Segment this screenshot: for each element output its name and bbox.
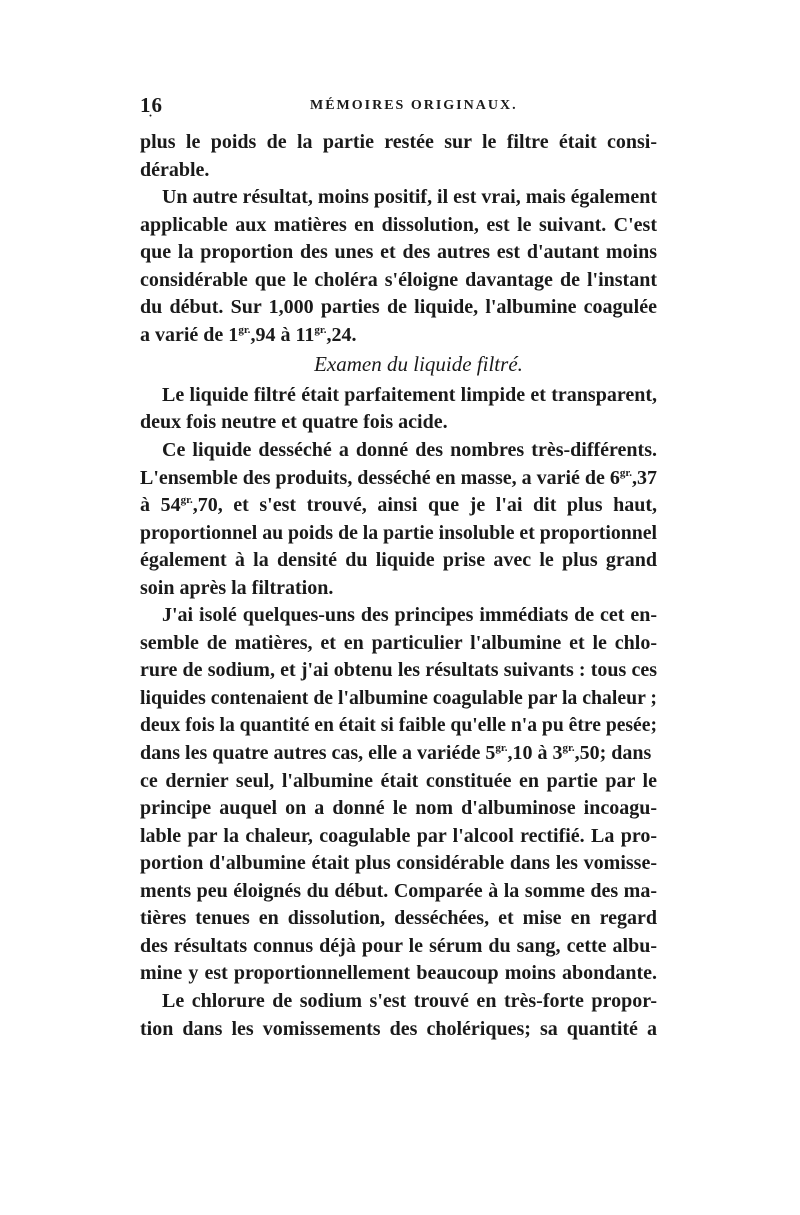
text-line: Ce liquide desséché a donné des nombres très-différents. [162, 439, 657, 462]
text-line: également à la densité du liquide prise avec le plus grand [140, 549, 657, 572]
text-line: que la proportion des unes et des autres est d'autant moins [140, 241, 657, 264]
text-line: plus le poids de la partie restée sur le filtre était consi- [140, 131, 657, 153]
text-line: proportionnel au poids de la partie insoluble et proportionnel [140, 521, 657, 544]
text-line: du début. Sur 1,000 parties de liquide, l'albumine coagulée [140, 296, 657, 319]
text-line: deux fois neutre et quatre fois acide. [140, 411, 448, 434]
text-line: mine y est proportionnellement beaucoup moins abondante. [140, 962, 657, 985]
text-line: ments peu éloignés du début. Comparée à la somme des ma- [140, 879, 657, 902]
text-line: rure de sodium, et j'ai obtenu les résultats suivants : tous ces [140, 659, 657, 682]
text-line: L'ensemble des produits, desséché en masse, a varié de $6^{gr.},37$ [140, 466, 658, 489]
text-line: deux fois la quantité en était si faible qu'elle n'a pu être pesée; [140, 714, 657, 737]
text-line: a varié de $1^{gr.},94$ à $11^{gr.},24$. [140, 323, 357, 346]
text-line: applicable aux matières en dissolution, est le suivant. C'est [140, 213, 657, 236]
text-line: des résultats connus déjà pour le sérum du sang, cette albu- [140, 934, 657, 957]
body-text [140, 129, 657, 1043]
text-line: semble de matières, et en particulier l'albumine et le chlo- [140, 631, 657, 654]
text-line: dérable. [140, 158, 210, 181]
text-line: Le chlorure de sodium s'est trouvé en très-forte propor- [162, 989, 657, 1012]
page-number: 1ׅ6 [140, 93, 163, 117]
text-line: à $54^{gr.},70$, et s'est trouvé, ainsi que je l'ai dit plus haut, [140, 494, 657, 517]
text-line: principe auquel on a donné le nom d'albuminose incoagu- [140, 797, 657, 820]
text-line: tières tenues en dissolution, desséchées, et mise en regard [140, 907, 657, 930]
running-title: MÉMOIRES ORIGINAUX. [310, 98, 518, 113]
running-header [140, 93, 660, 123]
section-heading: Examen du liquide filtré. [314, 352, 523, 377]
text-line: ce dernier seul, l'albumine était constituée en partie par le [140, 769, 657, 792]
text-line: soin après la filtration. [140, 576, 334, 599]
text-line: dans les quatre autres cas, elle a variéde $5^{gr.},10$ à $3^{gr.},50$; dans [140, 742, 652, 765]
text-line: tion dans les vomissements des cholériques; sa quantité a [140, 1017, 657, 1040]
text-line: J'ai isolé quelques-uns des principes immédiats de cet en- [162, 604, 657, 627]
text-line: considérable que le choléra s'éloigne davantage de l'instant [140, 268, 657, 291]
text-line: lable par la chaleur, coagulable par l'alcool rectifié. La pro- [140, 824, 657, 847]
text-line: Le liquide filtré était parfaitement limpide et transparent, [162, 383, 657, 406]
text-line: portion d'albumine était plus considérable dans les vomisse- [140, 852, 657, 875]
text-line: liquides contenaient de l'albumine coagulable par la chaleur ; [140, 686, 657, 709]
text-line: Un autre résultat, moins positif, il est vrai, mais également [162, 186, 657, 209]
